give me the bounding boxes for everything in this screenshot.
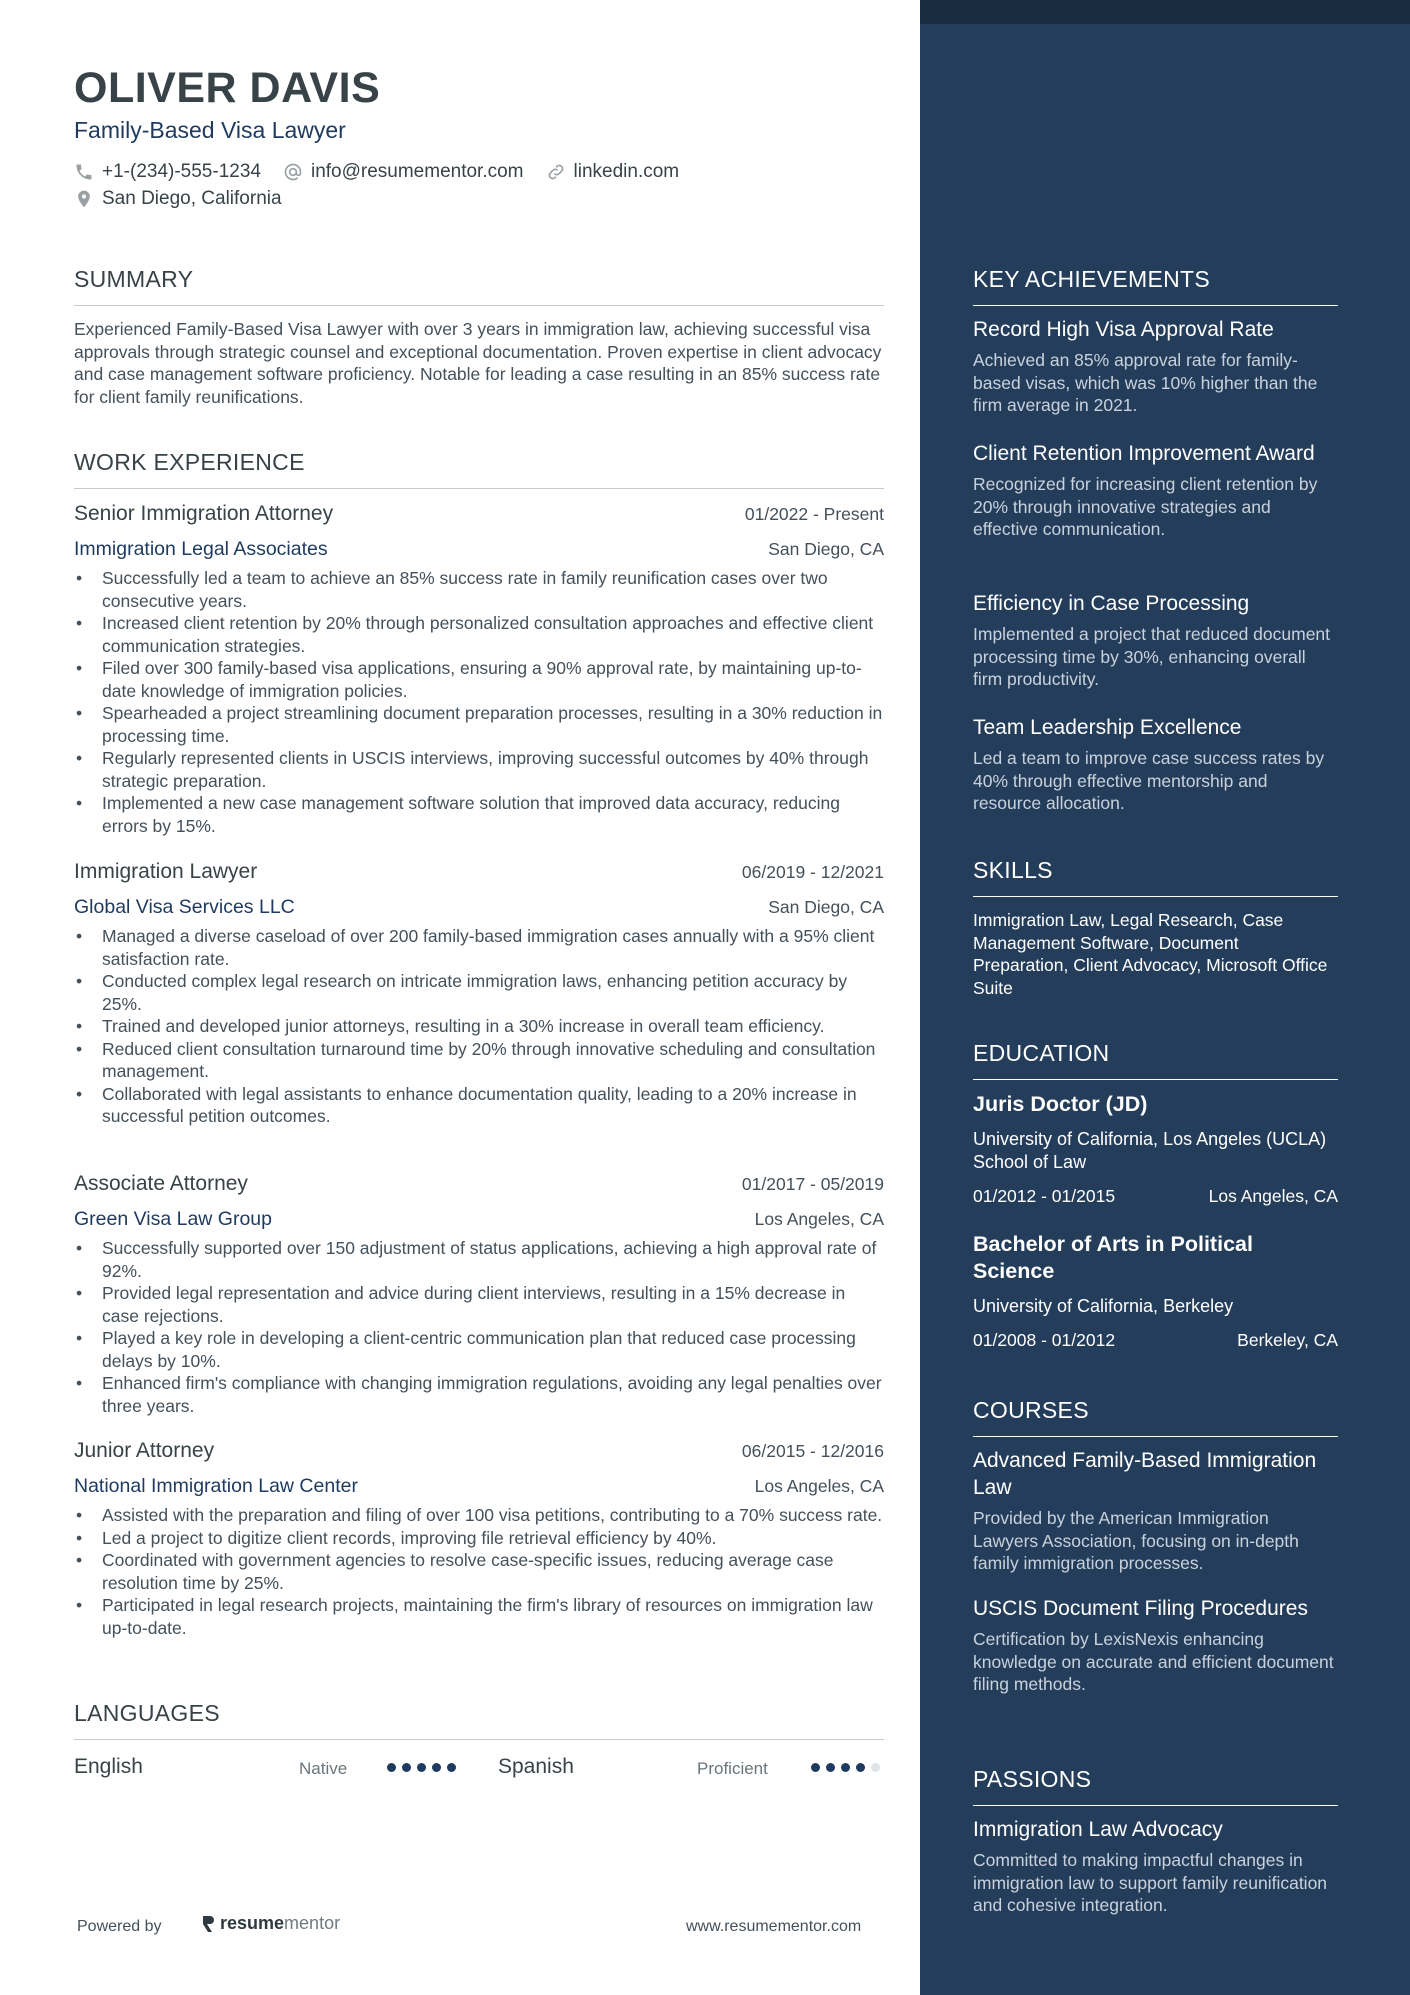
bullet-item: • Played a key role in developing a client-centric communication plan that reduced case processing delays by 10%.: [74, 1327, 884, 1372]
job-dates: 06/2015 - 12/2016: [741, 1441, 884, 1461]
bullet-item: • Led a project to digitize client records, improving file retrieval efficiency by 40%.: [74, 1527, 884, 1550]
job-entry: [74, 1172, 884, 1417]
course-desc: Provided by the American Immigration Lawyers Association, focusing on in-depth family immigration processes.: [973, 1508, 1299, 1573]
passion-desc: Committed to making impactful changes in immigration law to support family reunification and cohesive integration.: [973, 1850, 1328, 1915]
link-icon: [546, 162, 566, 182]
sidebar-top-strip: [920, 0, 1410, 24]
job-bullets: [74, 925, 884, 1128]
rating-dot-filled: [432, 1763, 441, 1772]
email-text: info@resumementor.com: [310, 161, 524, 182]
bullet-item: • Coordinated with government agencies to resolve case-specific issues, reducing average case resolution time by 25%.: [74, 1549, 884, 1594]
contact-phone[interactable]: [74, 161, 261, 183]
rating-dot-filled: [387, 1763, 396, 1772]
courses-heading: COURSES: [973, 1397, 1338, 1437]
job-location: San Diego, CA: [768, 897, 884, 917]
contact-location: [74, 188, 304, 210]
job-dates: 06/2019 - 12/2021: [741, 862, 884, 882]
language-level: Proficient: [697, 1759, 768, 1778]
passion-title: Immigration Law Advocacy: [973, 1818, 1223, 1841]
education-location: Los Angeles, CA: [1208, 1186, 1338, 1206]
course-item: [973, 1447, 1338, 1575]
course-title: Advanced Family-Based Immigration Law: [973, 1449, 1317, 1499]
job-bullets: [74, 1237, 884, 1417]
bullet-item: • Managed a diverse caseload of over 200 family-based immigration cases annually with a 95% client satisfaction rate.: [74, 925, 884, 970]
rating-dot-filled: [402, 1763, 411, 1772]
bullet-item: • Successfully led a team to achieve an 85% success rate in family reunification cases over two consecutive years.: [74, 567, 884, 612]
bullet-item: • Enhanced firm's compliance with changing immigration regulations, avoiding any legal penalties over three years.: [74, 1372, 884, 1417]
job-company: Green Visa Law Group: [74, 1208, 272, 1230]
achievement-item: [973, 316, 1338, 417]
skills-heading: SKILLS: [973, 857, 1338, 897]
job-title: Immigration Lawyer: [74, 860, 258, 883]
job-dates: 01/2022 - Present: [744, 504, 884, 524]
education-location: Berkeley, CA: [1237, 1330, 1338, 1350]
job-location: Los Angeles, CA: [754, 1209, 884, 1229]
website-link[interactable]: www.resumementor.com: [686, 1918, 862, 1935]
bullet-item: • Successfully supported over 150 adjustment of status applications, achieving a high approval rate of 92%.: [74, 1237, 884, 1282]
brand-bold: resume: [220, 1913, 285, 1933]
education-dates: 01/2008 - 01/2012: [973, 1330, 1116, 1350]
brand-logo[interactable]: [200, 1913, 340, 1934]
contact-email[interactable]: [283, 161, 524, 183]
contact-row: [74, 161, 701, 183]
bullet-item: • Filed over 300 family-based visa applications, ensuring a 90% approval rate, by maintaining up-to-date knowledge of immigration policies.: [74, 657, 884, 702]
rating-dot-filled: [826, 1763, 835, 1772]
language-level: Native: [299, 1759, 348, 1778]
education-degree: Bachelor of Arts in Political Science: [973, 1232, 1253, 1283]
bullet-item: • Regularly represented clients in USCIS interviews, improving successful outcomes by 40% through strategic preparation.: [74, 747, 884, 792]
education-school: University of California, Los Angeles (UCLA) School of Law: [973, 1129, 1327, 1172]
candidate-name: OLIVER DAVIS: [74, 64, 381, 112]
sidebar: [920, 0, 1410, 1995]
rating-dot-filled: [417, 1763, 426, 1772]
rating-dot-filled: [811, 1763, 820, 1772]
brand-mark-icon: [200, 1914, 216, 1934]
education-school: University of California, Berkeley: [973, 1296, 1234, 1316]
bullet-item: • Trained and developed junior attorneys, resulting in a 30% increase in overall team efficiency.: [74, 1015, 884, 1038]
education-item: [973, 1231, 1338, 1351]
rating-dots: [387, 1763, 456, 1772]
phone-text: +1-(234)-555-1234: [102, 161, 261, 182]
languages-heading: LANGUAGES: [74, 1700, 884, 1740]
achievement-desc: Recognized for increasing client retention by 20% through innovative strategies and effective communication.: [973, 474, 1318, 539]
course-item: [973, 1595, 1338, 1696]
brand-light: mentor: [284, 1913, 341, 1933]
rating-dot-filled: [841, 1763, 850, 1772]
rating-dot-filled: [447, 1763, 456, 1772]
achievement-item: [973, 440, 1338, 541]
job-entry: [74, 1439, 884, 1639]
experience-heading: WORK EXPERIENCE: [74, 449, 884, 489]
job-entry: [74, 860, 884, 1128]
achievement-desc: Led a team to improve case success rates by 40% through effective mentorship and resource allocation.: [973, 748, 1325, 813]
candidate-title: Family-Based Visa Lawyer: [74, 117, 346, 143]
language-name: Spanish: [498, 1755, 574, 1778]
location-item: [74, 188, 282, 210]
location-pin-icon: [74, 189, 94, 209]
summary-text: Experienced Family-Based Visa Lawyer with over 3 years in immigration law, achieving successful visa approvals through strategic counsel and exceptional documentation. Proven expertise in client advocacy and case management software proficiency. Notable for leading a case resulting in an 85% success rate for client family reunifications.: [74, 319, 882, 407]
phone-icon: [74, 162, 94, 182]
summary-heading: SUMMARY: [74, 266, 884, 306]
job-bullets: [74, 1504, 884, 1639]
education-degree: Juris Doctor (JD): [973, 1092, 1148, 1116]
rating-dots: [811, 1763, 880, 1772]
job-location: Los Angeles, CA: [754, 1476, 884, 1496]
powered-by-text: Powered by: [77, 1918, 162, 1935]
job-entry: [74, 502, 884, 837]
at-icon: [283, 162, 303, 182]
location-text: San Diego, California: [102, 188, 282, 209]
job-company: Global Visa Services LLC: [74, 896, 295, 918]
job-company: Immigration Legal Associates: [74, 538, 328, 560]
bullet-item: • Participated in legal research projects, maintaining the firm's library of resources on immigration law up-to-date.: [74, 1594, 884, 1639]
achievement-title: Team Leadership Excellence: [973, 716, 1242, 739]
course-title: USCIS Document Filing Procedures: [973, 1597, 1308, 1620]
job-title: Senior Immigration Attorney: [74, 502, 334, 525]
bullet-item: • Increased client retention by 20% through personalized consultation approaches and effective client communication strategies.: [74, 612, 884, 657]
passion-item: [973, 1816, 1338, 1917]
achievement-title: Client Retention Improvement Award: [973, 442, 1315, 465]
achievement-desc: Achieved an 85% approval rate for family-based visas, which was 10% higher than the firm average in 2021.: [973, 350, 1318, 415]
achievement-item: [973, 714, 1338, 815]
bullet-item: • Provided legal representation and advice during client interviews, resulting in a 15% decrease in case rejections.: [74, 1282, 884, 1327]
contact-linkedin[interactable]: [546, 161, 680, 183]
job-bullets: [74, 567, 884, 837]
achievement-item: [973, 590, 1338, 691]
bullet-item: • Reduced client consultation turnaround time by 20% through innovative scheduling and consultation management.: [74, 1038, 884, 1083]
language-name: English: [74, 1755, 143, 1778]
job-title: Associate Attorney: [74, 1172, 248, 1195]
rating-dot-filled: [856, 1763, 865, 1772]
bullet-item: • Assisted with the preparation and filing of over 100 visa petitions, contributing to a 70% success rate.: [74, 1504, 884, 1527]
course-desc: Certification by LexisNexis enhancing knowledge on accurate and efficient document filing methods.: [973, 1629, 1334, 1694]
skills-text: Immigration Law, Legal Research, Case Management Software, Document Preparation, Client Advocacy, Microsoft Office Suite: [973, 910, 1328, 998]
passions-heading: PASSIONS: [973, 1766, 1338, 1806]
bullet-item: • Implemented a new case management software solution that improved data accuracy, reducing errors by 15%.: [74, 792, 884, 837]
job-title: Junior Attorney: [74, 1439, 215, 1462]
linkedin-text: linkedin.com: [573, 161, 680, 182]
job-location: San Diego, CA: [768, 539, 884, 559]
job-dates: 01/2017 - 05/2019: [741, 1174, 884, 1194]
bullet-item: • Collaborated with legal assistants to enhance documentation quality, leading to a 20% increase in successful petition outcomes.: [74, 1083, 884, 1128]
achievement-desc: Implemented a project that reduced document processing time by 30%, enhancing overall firm productivity.: [973, 624, 1331, 689]
education-heading: EDUCATION: [973, 1040, 1338, 1080]
education-item: [973, 1091, 1338, 1207]
achievement-title: Efficiency in Case Processing: [973, 592, 1250, 615]
rating-dot-empty: [871, 1763, 880, 1772]
job-company: National Immigration Law Center: [74, 1475, 358, 1497]
achievement-title: Record High Visa Approval Rate: [973, 318, 1274, 341]
achievements-heading: KEY ACHIEVEMENTS: [973, 266, 1338, 306]
bullet-item: • Conducted complex legal research on intricate immigration laws, enhancing petition accuracy by 25%.: [74, 970, 884, 1015]
education-dates: 01/2012 - 01/2015: [973, 1186, 1116, 1206]
bullet-item: • Spearheaded a project streamlining document preparation processes, resulting in a 30% reduction in processing time.: [74, 702, 884, 747]
